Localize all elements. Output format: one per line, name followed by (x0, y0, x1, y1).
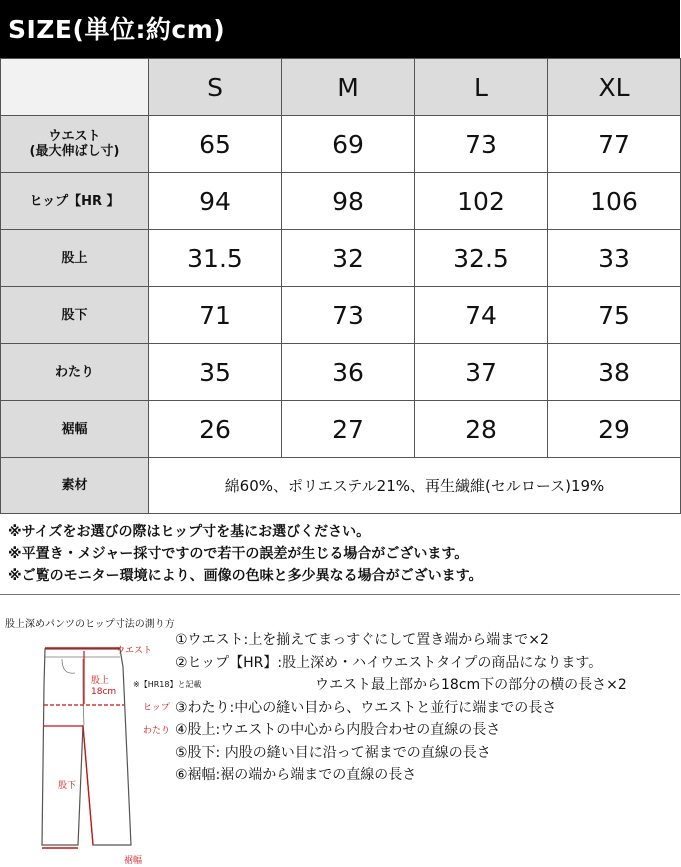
waist-label-line2: (最大伸ばし寸) (29, 144, 120, 159)
table-cell: 98 (282, 173, 415, 230)
diagram-title: 股上深めパンツのヒップ寸法の測り方 (5, 619, 175, 630)
table-cell: 27 (282, 401, 415, 458)
table-cell: 31.5 (149, 230, 282, 287)
table-row-hem (1, 401, 681, 458)
table-cell: 73 (415, 116, 548, 173)
table-cell: 106 (548, 173, 681, 230)
table-cell: 75 (548, 287, 681, 344)
size-m-header: M (282, 59, 415, 116)
table-cell: 71 (149, 287, 282, 344)
section-divider (0, 594, 680, 595)
rise-label: 股上 (91, 676, 110, 686)
table-row-inseam (1, 287, 681, 344)
row-label-inseam: 股下 (1, 287, 149, 344)
row-label-waist (1, 116, 149, 173)
rise-18cm-label: 18cm (91, 687, 117, 697)
table-row-hip (1, 173, 681, 230)
table-row-material (1, 458, 681, 514)
table-cell: 38 (548, 344, 681, 401)
table-row-thigh (1, 344, 681, 401)
size-header-row (1, 59, 681, 116)
material-value: 綿60%、ポリエステル21%、再生繊維(セルロース)19% (149, 458, 681, 514)
table-row-rise (1, 230, 681, 287)
measure-rise: ④股上:ウエストの中心から内股合わせの直線の長さ (175, 722, 501, 738)
table-cell: 26 (149, 401, 282, 458)
hem-label: 裾幅 (124, 856, 143, 866)
table-row-waist (1, 116, 681, 173)
row-label-hip: ヒップ【HR 】 (1, 173, 149, 230)
table-cell: 32 (282, 230, 415, 287)
table-cell: 33 (548, 230, 681, 287)
table-cell: 94 (149, 173, 282, 230)
table-cell: 35 (149, 344, 282, 401)
measure-hip-detail: ウエスト最上部から18cm下の部分の横の長さ×2 (315, 677, 627, 693)
table-cell: 77 (548, 116, 681, 173)
table-cell: 73 (282, 287, 415, 344)
table-cell: 37 (415, 344, 548, 401)
pants-diagram (0, 625, 202, 867)
hr18-note: ※【HR18】と記載 (133, 680, 202, 689)
inseam-label: 股下 (58, 781, 77, 791)
hip-label: ヒップ (143, 703, 170, 713)
note-line: ※平置き・メジャー採寸ですので若干の誤差が生じる場合がございます。 (8, 546, 469, 562)
measure-hip: ②ヒップ【HR】:股上深め・ハイウエストタイプの商品になります。 (175, 654, 603, 671)
table-cell: 32.5 (415, 230, 548, 287)
measure-inseam: ⑤股下: 内股の縫い目に沿って裾までの直線の長さ (175, 744, 491, 761)
table-cell: 29 (548, 401, 681, 458)
waist-label: ウエスト (116, 646, 153, 656)
row-label-rise: 股上 (1, 230, 149, 287)
table-cell: 65 (149, 116, 282, 173)
row-label-thigh: わたり (1, 344, 149, 401)
thigh-label: わたり (143, 726, 171, 736)
measure-thigh: ③わたり:中心の縫い目から、ウエストと並行に端までの長さ (175, 699, 557, 716)
size-notes (8, 521, 483, 587)
table-cell: 69 (282, 116, 415, 173)
table-cell: 102 (415, 173, 548, 230)
size-header (0, 0, 680, 58)
corner-cell (1, 59, 149, 116)
row-label-material: 素材 (1, 458, 149, 514)
size-title: SIZE(単位:約cm) (8, 15, 226, 44)
table-cell: 36 (282, 344, 415, 401)
pants-outline (42, 649, 131, 845)
table-cell: 28 (415, 401, 548, 458)
measure-waist: ①ウエスト:上を揃えてまっすぐにして置き端から端まで×2 (175, 632, 549, 648)
size-l-header: L (415, 59, 548, 116)
size-table (0, 58, 681, 514)
size-xl-header: XL (548, 59, 681, 116)
note-line: ※サイズをお選びの際はヒップ寸を基にお選びください。 (8, 524, 371, 540)
table-cell: 74 (415, 287, 548, 344)
note-line: ※ご覧のモニター環境により、画像の色味と多少異なる場合がございます。 (8, 568, 483, 584)
waist-label-line1: ウエスト (48, 129, 101, 144)
measurement-descriptions (175, 629, 627, 787)
size-s-header: S (149, 59, 282, 116)
measure-hem: ⑥裾幅:裾の端から端までの直線の長さ (175, 767, 417, 783)
row-label-hem: 裾幅 (1, 401, 149, 458)
